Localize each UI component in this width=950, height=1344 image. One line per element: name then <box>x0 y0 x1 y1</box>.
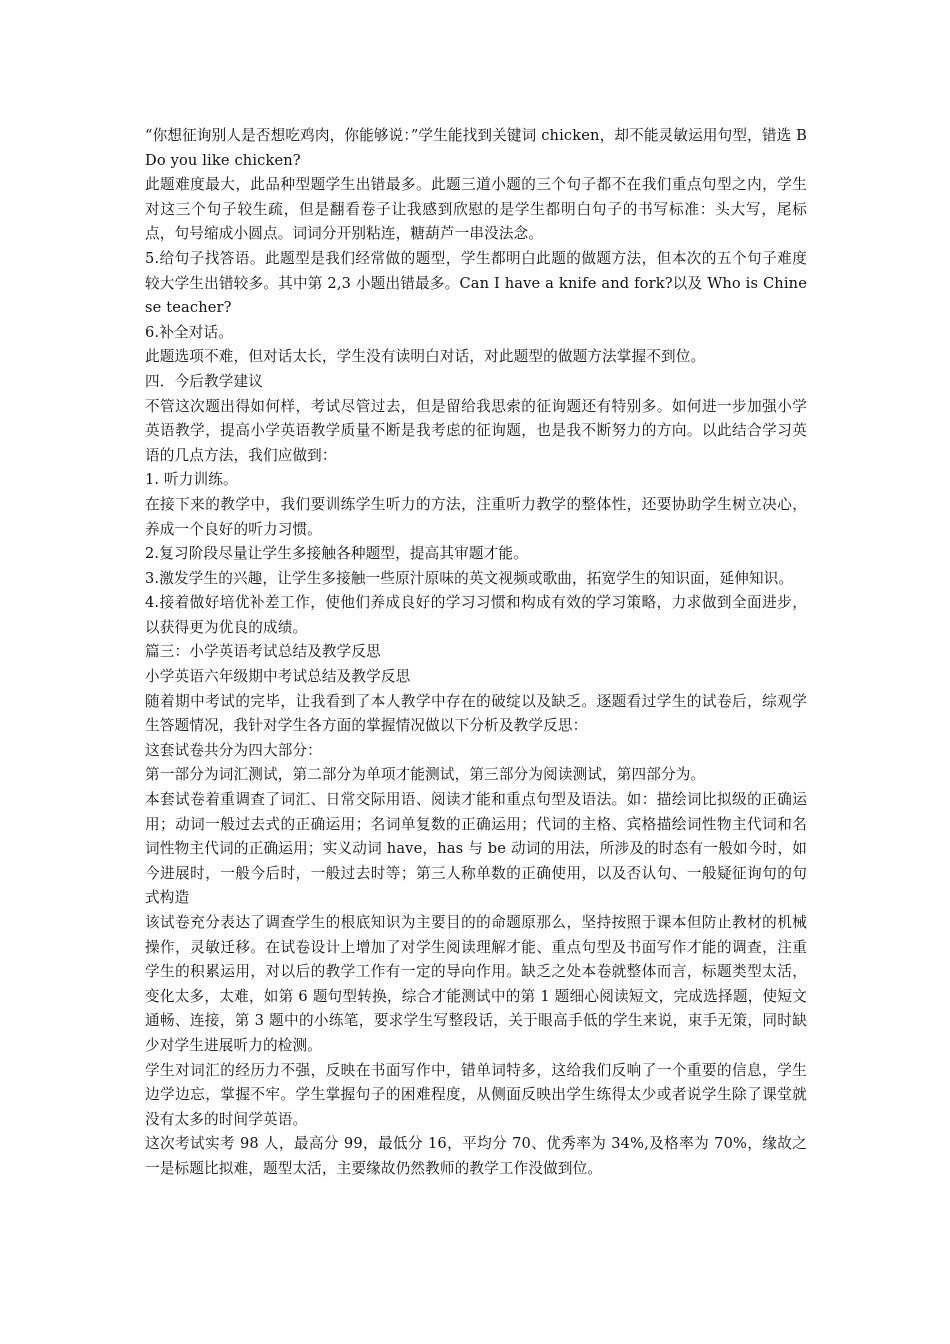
list-item-interest: 3.激发学生的兴趣，让学生多接触一些原汁原味的英文视频或歌曲，拓宽学生的知识面，延伸知识。 <box>145 569 794 587</box>
paragraph-vocabulary-issue: 学生对词汇的经历力不强，反映在书面写作中，错单词特多，这给我们反响了一个重要的信息，学生边学边忘，掌握不牢。学生掌握句子的困难程度，从侧面反映出学生练得太少或者说学生除了课堂就没有太多的时间学英语。 <box>145 1061 807 1128</box>
paragraph-four-parts: 这套试卷共分为四大部分： <box>145 741 322 759</box>
paragraph-listening-detail: 在接下来的教学中，我们要训练学生听力的方法，注重听力教学的整体性，还要协助学生树立决心，养成一个良好的听力习惯。 <box>145 495 807 538</box>
paragraph-hardest-question: 此题难度最大，此品种型题学生出错最多。此题三道小题的三个句子都不在我们重点句型之内，学生对这三个句子较生疏，但是翻看卷子让我感到欣慰的是学生都明白句子的书写标准：头大写，尾标点，句号缩成小圆点。词词分开别粘连，糖葫芦一串没法念。 <box>145 176 807 243</box>
section-heading-part-three: 篇三：小学英语考试总结及教学反思 <box>145 643 381 661</box>
paragraph-part-list: 第一部分为词汇测试，第二部分为单项才能测试，第三部分为阅读测试，第四部分为。 <box>145 766 706 784</box>
paragraph-dialogue-analysis: 此题选项不难，但对话太长，学生没有读明白对话，对此题型的做题方法掌握不到位。 <box>145 348 706 366</box>
paragraph-exam-intro: 随着期中考试的完毕，让我看到了本人教学中存在的破绽以及缺乏。逐题看过学生的试卷后，综观学生答题情况，我针对学生各方面的掌握情况做以下分析及教学反思： <box>145 692 807 735</box>
paragraph-score-statistics: 这次考试实考 98 人，最高分 99，最低分 16，平均分 70、优秀率为 34%,及格率为 70%，缘故之一是标题比拟难，题型太活，主要缘故仍然教师的教学工作没做到位。 <box>145 1135 807 1177</box>
document-body <box>145 124 807 1182</box>
paragraph-exam-evaluation: 该试卷充分表达了调查学生的根底知识为主要目的的命题原那么，坚持按照于课本但防止教材的机械操作，灵敏迁移。在试卷设计上增加了对学生阅读理解才能、重点句型及书面写作才能的调查，注重学生的积累运用，对以后的教学工作有一定的导向作用。缺乏之处本卷就整体而言，标题类型太活，变化太多，太难，如第 6 题句型转换，综合才能测试中的第 1 题细心阅读短文，完成选择题，使短文通畅、连接，第 3 题中的小练笔，要求学生写整段话，关于眼高手低的学生来说，束手无策，同时缺少对学生进展听力的检测。 <box>145 914 807 1054</box>
paragraph-complete-dialogue: 6.补全对话。 <box>145 323 233 341</box>
document-subtitle: 小学英语六年级期中考试总结及教学反思 <box>145 668 411 686</box>
paragraph-chicken-question: “你想征询别人是否想吃鸡肉，你能够说：”学生能找到关键词 chicken，却不能灵敏运用句型，错选 B Do you like chicken? <box>145 127 807 169</box>
list-item-listening: 1. 听力训练。 <box>145 471 238 489</box>
paragraph-exam-focus: 本套试卷着重调查了词汇、日常交际用语、阅读才能和重点句型及语法。如：描绘词比拟级的正确运用；动词一般过去式的正确运用；名词单复数的正确运用；代词的主格、宾格描绘词性物主代词和名词性物主代词的正确运用；实义动词 have，has 与 be 动词的用法，所涉及的时态有一般如今时，如今进展时，一般今后时，一般过去时等；第三人称单数的正确使用，以及否认句、一般疑征询句的句式构造 <box>145 791 807 907</box>
paragraph-suggestions-intro: 不管这次题出得如何样，考试尽管过去，但是留给我思索的征询题还有特别多。如何进一步加强小学英语教学，提高小学英语教学质量不断是我考虑的征询题，也是我不断努力的方向。以此结合学习英语的几点方法，我们应做到： <box>145 397 807 464</box>
paragraph-find-answers: 5.给句子找答语。此题型是我们经常做的题型，学生都明白此题的做题方法，但本次的五个句子难度较大学生出错较多。其中第 2,3 小题出错最多。Can I have a knife and fork?以及 Who is Chinese teacher? <box>145 249 807 317</box>
section-heading-suggestions: 四．今后教学建议 <box>145 372 263 390</box>
list-item-review: 2.复习阶段尽量让学生多接触各种题型，提高其审题才能。 <box>145 545 528 563</box>
list-item-tutoring: 4.接着做好培优补差工作，使他们养成良好的学习习惯和构成有效的学习策略，力求做到全面进步，以获得更为优良的成绩。 <box>145 594 807 636</box>
